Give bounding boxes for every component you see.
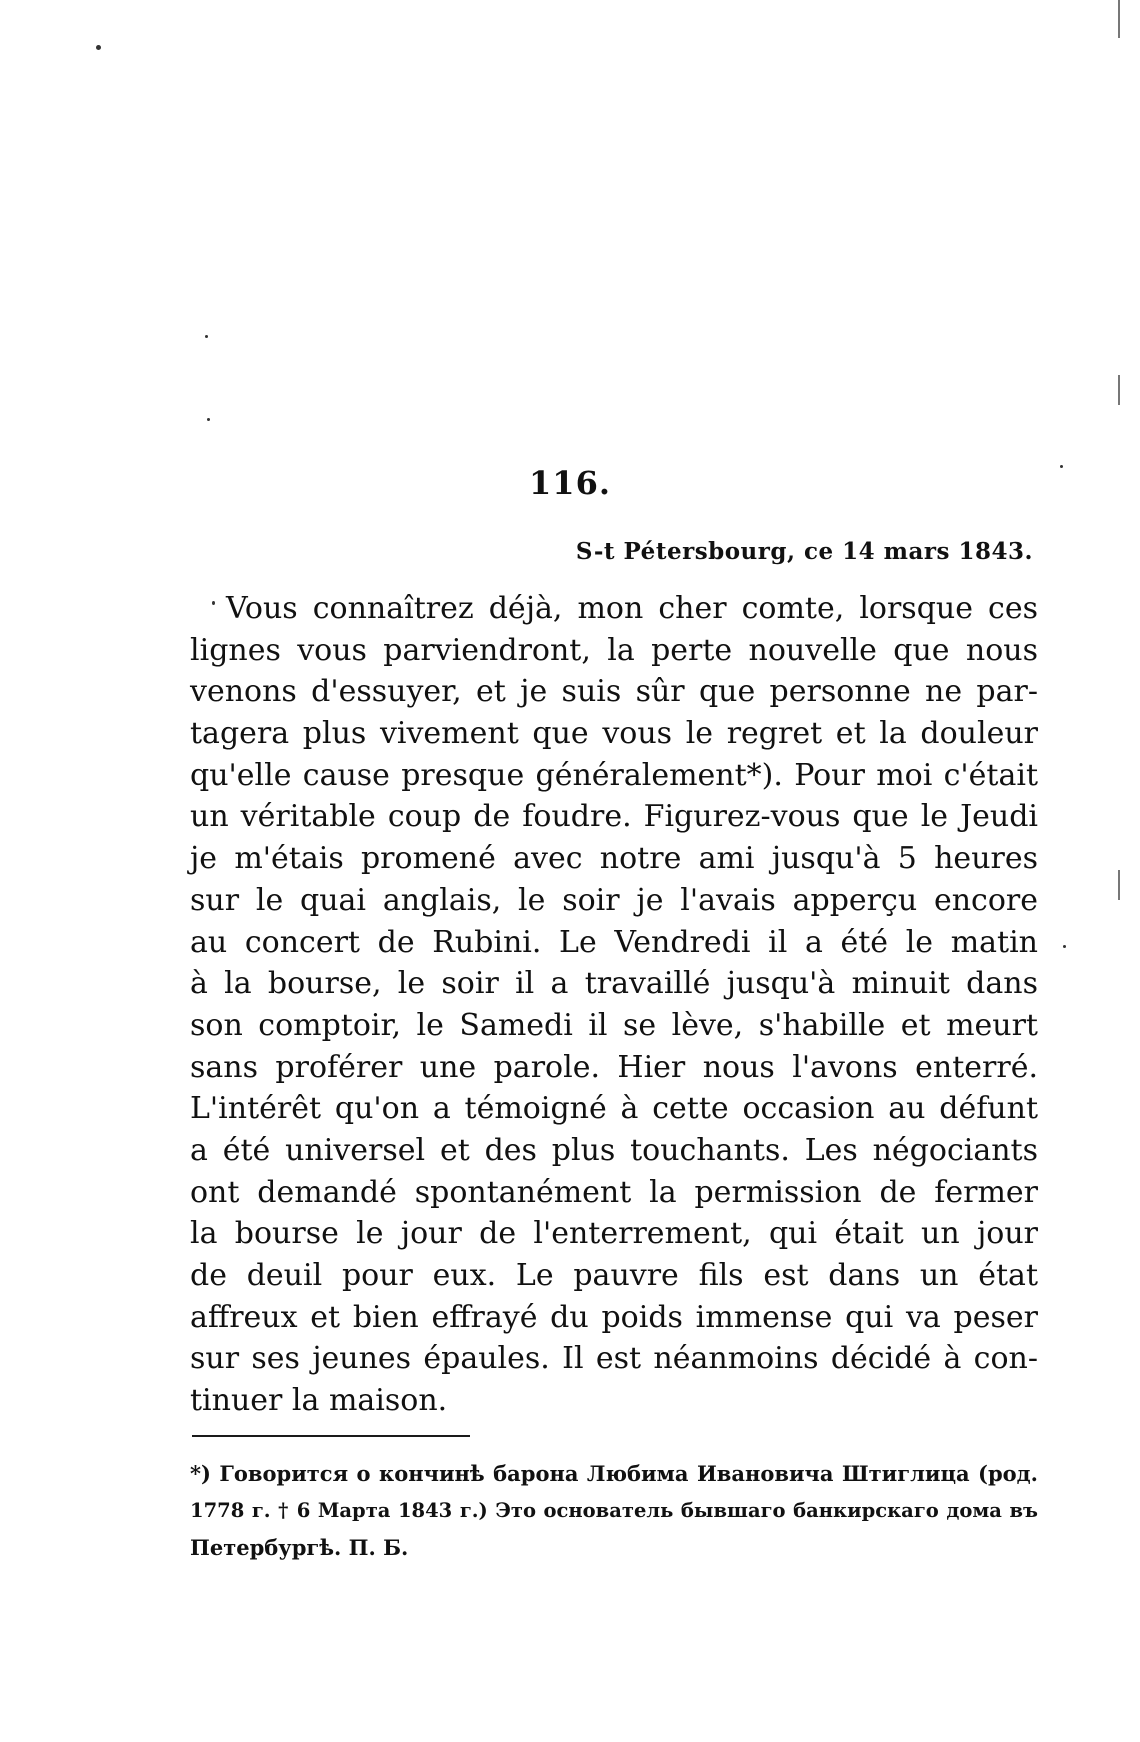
page-number: 116.: [529, 464, 611, 502]
letter-line: L'intérêt qu'on a témoigné à cette occasion au défunt: [190, 1091, 1038, 1127]
footnote-divider: [192, 1435, 470, 1437]
footnote-line: 1778 г. † 6 Марта 1843 г.) Это основатель бывшаго банкирскаго дома въ: [190, 1499, 1038, 1522]
letter-line: tagera plus vivement que vous le regret et la douleur: [190, 716, 1038, 752]
scan-speck: [96, 45, 101, 50]
letter-line: son comptoir, le Samedi il se lève, s'habille et meurt: [190, 1007, 1038, 1043]
letter-dateline: S-t Pétersbourg, ce 14 mars 1843.: [575, 538, 1033, 565]
letter-line: ont demandé spontanément la permission de fermer: [190, 1174, 1038, 1210]
scan-speck: [1063, 945, 1066, 948]
letter-line: au concert de Rubini. Le Vendredi il a été le matin: [190, 924, 1038, 960]
letter-line: à la bourse, le soir il a travaillé jusqu'à minuit dans: [190, 966, 1038, 1002]
letter-line: je m'étais promené avec notre ami jusqu'à 5 heures: [190, 841, 1038, 877]
letter-line: la bourse le jour de l'enterrement, qui était un jour: [190, 1216, 1038, 1252]
scan-edge-mark: [1118, 375, 1120, 405]
letter-line: venons d'essuyer, et je suis sûr que personne ne par-: [190, 674, 1038, 710]
footnote: [190, 1455, 1038, 1566]
letter-line: affreux et bien effrayé du poids immense qui va peser: [190, 1299, 1038, 1335]
scan-edge-mark: [1118, 0, 1120, 38]
footnote-line: Петербургѣ. П. Б.: [190, 1535, 409, 1560]
letter-line: sur le quai anglais, le soir je l'avais apperçu encore: [190, 882, 1038, 918]
letter-line: sans proférer une parole. Hier nous l'avons enterré.: [190, 1049, 1038, 1085]
letter-line: de deuil pour eux. Le pauvre fils est dans un état: [190, 1258, 1038, 1293]
letter-body: [190, 588, 1038, 1422]
letter-line: sur ses jeunes épaules. Il est néanmoins décidé à con-: [190, 1341, 1038, 1377]
scan-speck: [207, 418, 210, 421]
letter-line: Vous connaîtrez déjà, mon cher comte, lorsque ces: [226, 591, 1038, 626]
letter-line: un véritable coup de foudre. Figurez-vous que le Jeudi: [190, 799, 1038, 835]
letter-line: tinuer la maison.: [190, 1383, 448, 1419]
letter-line: a été universel et des plus touchants. Les négociants: [190, 1132, 1038, 1168]
footnote-line: *) Говорится о кончинѣ барона Любима Ивановича Штиглица (род.: [190, 1461, 1038, 1486]
scan-speck: [205, 335, 208, 338]
letter-line: qu'elle cause presque généralement*). Pour moi c'était: [190, 757, 1038, 793]
letter-line: lignes vous parviendront, la perte nouvelle que nous: [190, 632, 1038, 668]
scan-edge-mark: [1118, 870, 1120, 900]
